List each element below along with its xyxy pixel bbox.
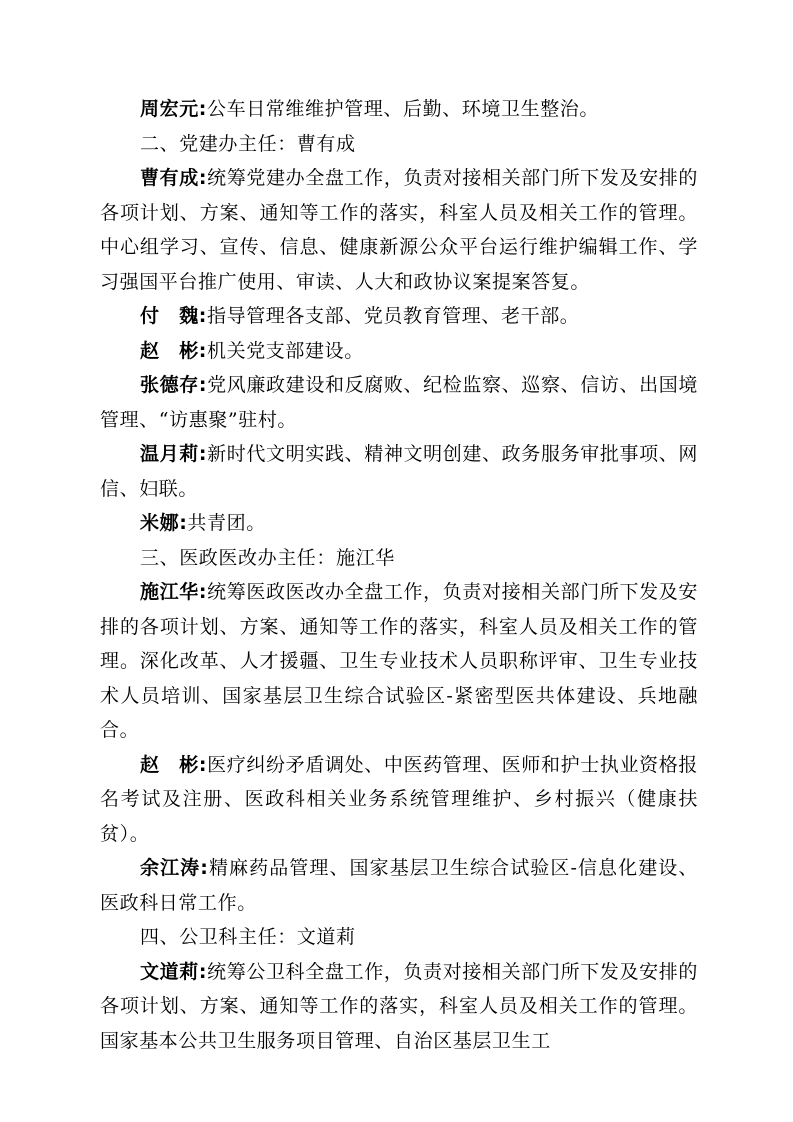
entry-name: 米娜: <box>140 512 188 534</box>
entry-mi-na <box>100 506 698 541</box>
entry-zhao-bin <box>100 334 698 369</box>
entry-text: 医疗纠纷矛盾调处、中医药管理、医师和护士执业资格报名考试及注册、医政科相关业务系统管理维护、乡村振兴（健康扶贫）。 <box>100 753 698 845</box>
section-heading-party-office: 二、党建办主任：曹有成 <box>140 132 356 155</box>
entry-name: 张德存: <box>140 374 208 396</box>
entry-name: 赵 彬: <box>140 339 207 362</box>
entry-text: 统筹医政医改办全盘工作，负责对接相关部门所下发及安排的各项计划、方案、通知等工作的落实，科室人员及相关工作的管理。深化改革、人才援疆、卫生专业技术人员职称评审、卫生专业技术人员培训、国家基层卫生综合试验区-紧密型医共体建设、兵地融合。 <box>100 581 698 741</box>
entry-zhou-hongyuan <box>100 92 698 127</box>
section-heading-public-health: 四、公卫科主任：文道莉 <box>140 926 356 948</box>
section-heading-medical-reform-office: 三、医政医改办主任：施江华 <box>140 546 395 569</box>
entry-name: 余江涛: <box>140 857 209 879</box>
entry-cao-youcheng <box>100 161 698 299</box>
entry-text: 公车日常维维护管理、后勤、环境卫生整治。 <box>207 98 600 120</box>
document-body <box>100 92 698 1058</box>
entry-name: 施江华: <box>140 581 208 603</box>
entry-text: 精麻药品管理、国家基层卫生综合试验区-信息化建设、医政科日常工作。 <box>100 857 698 914</box>
entry-text: 统筹公卫科全盘工作，负责对接相关部门所下发及安排的各项计划、方案、通知等工作的落实，科室人员及相关工作的管理。国家基本公共卫生服务项目管理、自治区基层卫生工 <box>100 960 698 1052</box>
entry-name: 温月莉: <box>140 443 208 465</box>
entry-name: 赵 彬: <box>140 753 208 776</box>
entry-yu-jiangtao <box>100 851 698 920</box>
entry-zhang-decun <box>100 368 698 437</box>
entry-text: 党风廉政建设和反腐败、纪检监察、巡察、信访、出国境管理、“访惠聚”驻村。 <box>100 374 698 431</box>
entry-text: 新时代文明实践、精神文明创建、政务服务审批事项、网信、妇联。 <box>100 443 698 500</box>
entry-text: 指导管理各支部、党员教育管理、老干部。 <box>207 305 580 327</box>
entry-name: 文道莉: <box>140 960 208 983</box>
entry-shi-jianghua <box>100 575 698 748</box>
entry-fu-wei <box>100 299 698 334</box>
entry-name: 曹有成: <box>140 167 208 189</box>
entry-text: 共青团。 <box>187 512 266 534</box>
entry-text: 统筹党建办全盘工作，负责对接相关部门所下发及安排的各项计划、方案、通知等工作的落实，科室人员及相关工作的管理。中心组学习、宣传、信息、健康新源公众平台运行维护编辑工作、学习强国平台推广使用、审读、人大和政协议案提案答复。 <box>100 167 698 293</box>
entry-wen-yueli <box>100 437 698 506</box>
entry-name: 周宏元: <box>140 98 207 120</box>
entry-text: 机关党支部建设。 <box>207 339 364 362</box>
entry-zhao-bin-2 <box>100 748 698 852</box>
entry-wen-daoli <box>100 955 698 1059</box>
entry-name: 付 魏: <box>140 305 207 327</box>
